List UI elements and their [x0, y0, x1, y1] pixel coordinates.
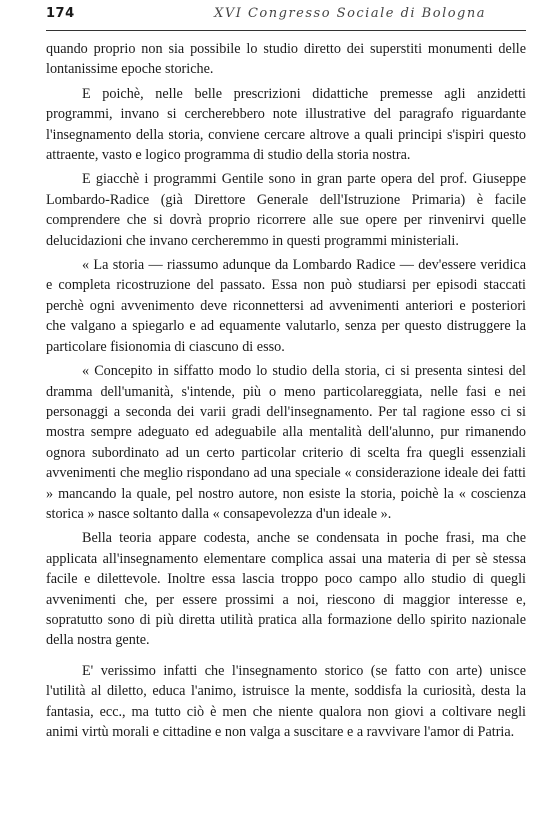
- page-header: [46, 6, 526, 31]
- paragraph: quando proprio non sia possibile lo studio diretto dei superstiti monumenti delle lontanissime epoche storiche.: [46, 41, 526, 78]
- running-title: XVI Congresso Sociale di Bologna: [214, 6, 486, 21]
- paragraph: « La storia — riassumo adunque da Lombardo Radice — dev'essere veridica e completa ricostruzione del passato. Essa non può studiarsi per episodi staccati perchè ogni avvenimento deve riconnettersi ad avvenimenti anteriori e posteriori che valgano a spiegarlo e ad equamente valutarlo, senza per questo distruggere la particolare fisionomia di ciascuno di esso.: [46, 257, 526, 355]
- paragraph: « Concepito in siffatto modo lo studio della storia, ci si presenta sintesi del dramma dell'umanità, s'intende, più o meno particolareggiata, nelle fasi e nei personaggi a seconda dei varii gradi dell'insegnamento. Per tal ragione esso ci si mostra sempre adeguato ed adeguabile alla mentalità dell'alunno, pur rimanendo ognora subordinato ad un certo particolar criterio di scelta fra quegli essenziali avvenimenti che meglio rispondano ad una speciale « considerazione ideale dei fatti » mancando la quale, pel nostro autore, non esiste la storia, poichè la « coscienza storica » nasce soltanto dalla « consapevolezza d'un ideale ».: [46, 363, 526, 522]
- paragraph: E poichè, nelle belle prescrizioni didattiche premesse agli anzidetti programmi, invano si cercherebbero note illustrative del paragrafo riguardante l'insegnamento della storia, conviene cercare altrove a quali principi s'ispiri questo attraente, vasto e logico programma di studio della storia nostra.: [46, 85, 526, 164]
- paragraph: Bella teoria appare codesta, anche se condensata in poche frasi, ma che applicata all'insegnamento elementare complica assai una materia di per sè stessa facile e dilettevole. Inoltre essa lascia troppo poco campo allo studio di quegli avvenimenti che, per essere prossimi a noi, riescono di maggior interesse e, sopratutto sono di più diretta utilità pratica alla formazione dello spirito nazionale della nostra gente.: [46, 530, 526, 649]
- document-page: [46, 6, 526, 746]
- page-number: 174: [46, 6, 75, 21]
- paragraph: E giacchè i programmi Gentile sono in gran parte opera del prof. Giuseppe Lombardo-Radice (già Direttore Generale dell'Istruzione Primaria) è facile comprendere che si dovrà proprio ricorrere alle sue opere per rinvenirvi quelle delucidazioni che invano cercheremmo in questi programmi ministeriali.: [46, 171, 526, 249]
- body-text: [46, 39, 526, 742]
- paragraph: E' verissimo infatti che l'insegnamento storico (se fatto con arte) unisce l'utilità al diletto, educa l'animo, istruisce la mente, soddisfa la curiosità, desta la fantasia, ecc., ma tutto ciò è men che niente qualora non giovi a coltivare negli animi virtù morali e cittadine e non valga a suscitare e a ravvivare l'amor di Patria.: [46, 662, 526, 740]
